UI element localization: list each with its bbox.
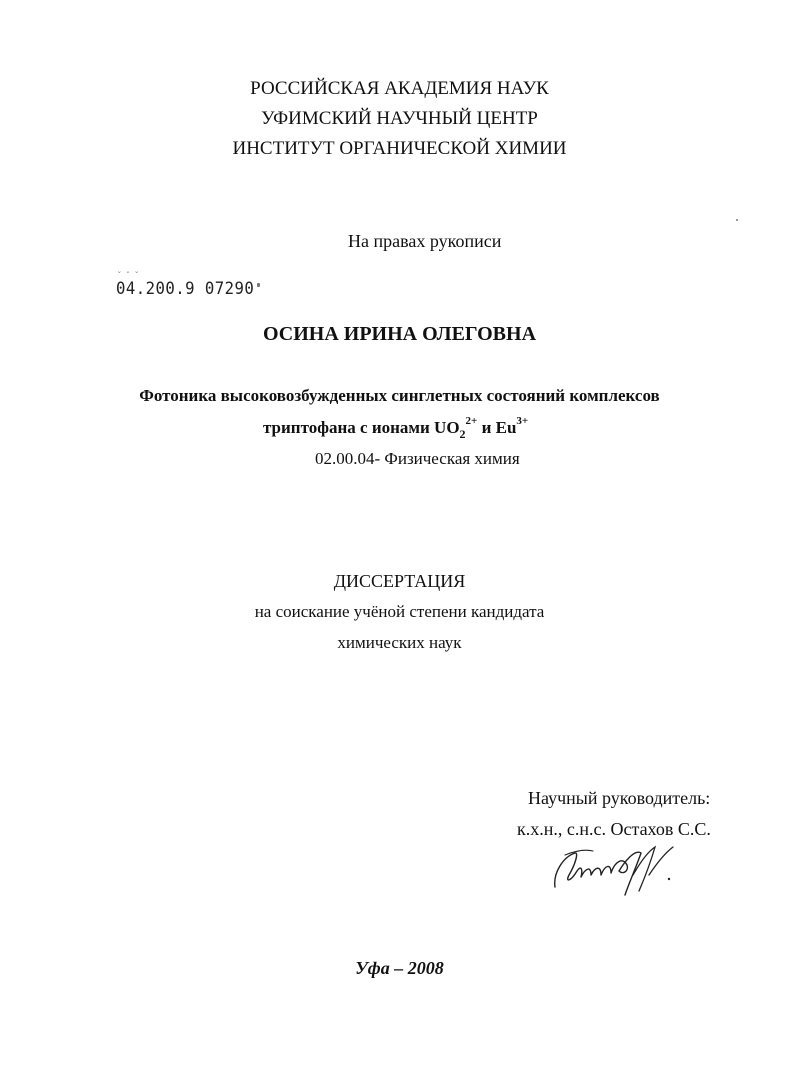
title-part-1: триптофана с ионами UO (263, 418, 460, 437)
thesis-title-line2 (263, 415, 529, 441)
thesis-title-line1: Фотоника высоковозбужденных синглетных состояний комплексов (139, 386, 660, 405)
city-year: Уфа – 2008 (355, 958, 444, 978)
title-part-2: и Eu (477, 418, 517, 437)
scan-speck (736, 219, 738, 221)
supervisor-name: к.х.н., с.н.с. Остахов С.С. (517, 819, 711, 839)
header-center: УФИМСКИЙ НАУЧНЫЙ ЦЕНТР (261, 108, 538, 129)
stamp-ticks: ˘ ˘ ˘ (118, 270, 140, 279)
header-academy: РОССИЙСКАЯ АКАДЕМИЯ НАУК (250, 78, 549, 99)
header-institute: ИНСТИТУТ ОРГАНИЧЕСКОЙ ХИМИИ (232, 138, 567, 159)
thesis-purpose-line1: на соискание учёной степени кандидата (254, 602, 545, 621)
stamp-mark (257, 283, 260, 287)
title-superscript-2: 3+ (516, 415, 529, 427)
title-subscript: 2 (459, 427, 466, 441)
supervisor-label: Научный руководитель: (528, 788, 711, 808)
handwritten-signature (545, 835, 695, 900)
manuscript-note: На правах рукописи (348, 231, 502, 251)
thesis-type: ДИССЕРТАЦИЯ (333, 571, 466, 591)
specialty-code: 02.00.04- Физическая химия (315, 449, 520, 468)
title-superscript-1: 2+ (465, 415, 478, 427)
author-name: ОСИНА ИРИНА ОЛЕГОВНА (262, 323, 537, 345)
archive-stamp-number: 04.200.9 07290 (116, 279, 255, 299)
thesis-purpose-line2: химических наук (337, 633, 462, 652)
